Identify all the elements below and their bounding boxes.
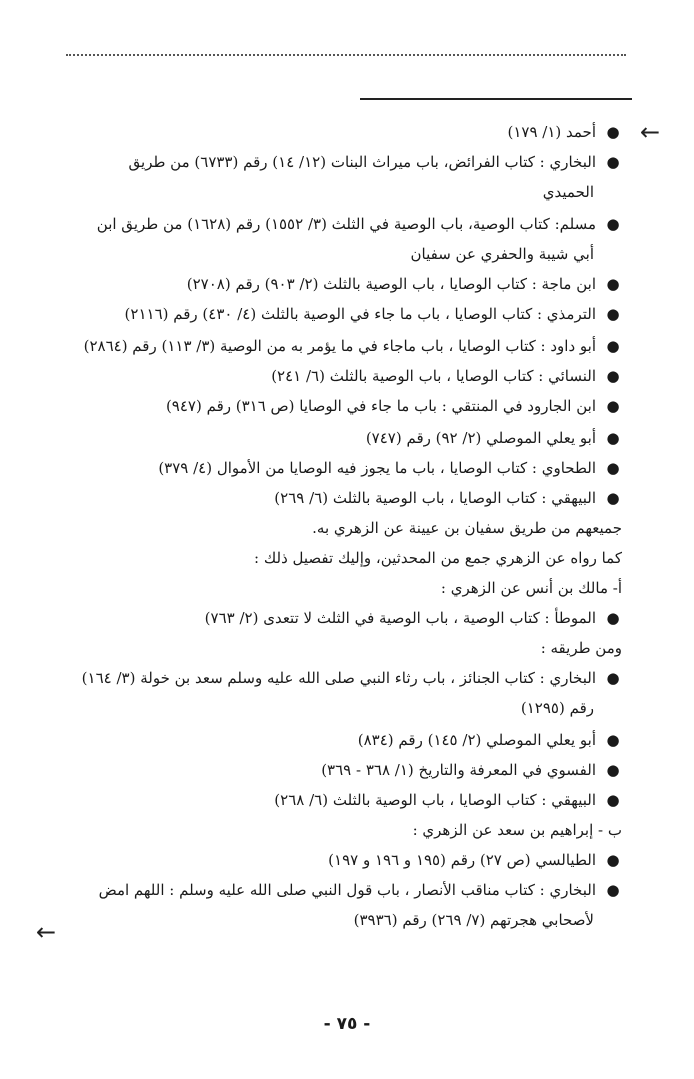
citation-line: ● البيهقي : كتاب الوصايا ، باب الوصية بالثلث (٦/ ٢٦٩) xyxy=(274,488,622,508)
citation-continuation: الحميدي xyxy=(542,183,594,201)
footnote-rule xyxy=(360,98,632,100)
citation-line: ● البيهقي : كتاب الوصايا ، باب الوصية بالثلث (٦/ ٢٦٨) xyxy=(274,790,622,810)
citation-line: ● ابن الجارود في المنتقي : باب ما جاء في الوصايا (ص ٣١٦) رقم (٩٤٧) xyxy=(166,396,622,416)
citation-line: ● الطحاوي : كتاب الوصايا ، باب ما يجوز فيه الوصايا من الأموال (٤/ ٣٧٩) xyxy=(158,458,622,478)
citation-line: ● الموطأ : كتاب الوصية ، باب الوصية في الثلث لا تتعدى (٢/ ٧٦٣) xyxy=(205,608,622,628)
text-line: ومن طريقه : xyxy=(540,639,622,657)
citation-line: ● البخاري : كتاب الجنائز ، باب رثاء النبي صلى الله عليه وسلم سعد بن خولة (٣/ ١٦٤) xyxy=(82,668,622,688)
citation-line: ● الطيالسي (ص ٢٧) رقم (١٩٥ و ١٩٦ و ١٩٧) xyxy=(328,850,622,870)
section-heading: أ- مالك بن أنس عن الزهري : xyxy=(440,579,622,597)
citation-line: ● أبو داود : كتاب الوصايا ، باب ماجاء في ما يؤمر به من الوصية (٣/ ١١٣) رقم (٢٨٦٤) xyxy=(84,336,622,356)
citation-line: ● أحمد (١/ ١٧٩) xyxy=(507,122,622,142)
citation-line: ● ابن ماجة : كتاب الوصايا ، باب الوصية بالثلث (٢/ ٩٠٣) رقم (٢٧٠٨) xyxy=(187,274,622,294)
citation-line: ● الفسوي في المعرفة والتاريخ (١/ ٣٦٨ - ٣٦٩) xyxy=(321,760,622,780)
text-line: كما رواه عن الزهري جمع من المحدثين، وإليك تفصيل ذلك : xyxy=(254,549,622,567)
section-heading: ب - إبراهيم بن سعد عن الزهري : xyxy=(412,821,622,839)
citation-line: ● البخاري : كتاب مناقب الأنصار ، باب قول النبي صلى الله عليه وسلم : اللهم امض xyxy=(99,880,622,900)
dotted-separator xyxy=(66,54,626,56)
citation-line: ● مسلم: كتاب الوصية، باب الوصية في الثلث (٣/ ١٥٥٢) رقم (١٦٢٨) من طريق ابن xyxy=(97,214,622,234)
citation-line: ● أبو يعلي الموصلي (٢/ ١٤٥) رقم (٨٣٤) xyxy=(358,730,622,750)
citation-continuation: أبي شيبة والحفري عن سفيان xyxy=(410,245,594,263)
page-number: - ٧٥ - xyxy=(323,1014,371,1034)
citation-continuation: لأصحابي هجرتهم (٧/ ٢٦٩) رقم (٣٩٣٦) xyxy=(353,911,594,929)
citation-line: ● البخاري : كتاب الفرائض، باب ميراث البنات (١٢/ ١٤) رقم (٦٧٣٣) من طريق xyxy=(129,152,622,172)
citation-continuation: رقم (١٢٩٥) xyxy=(520,699,594,717)
arrow-left-icon: ← xyxy=(640,118,661,146)
text-line: جميعهم من طريق سفيان بن عيينة عن الزهري به. xyxy=(312,519,622,537)
citation-line: ● النسائي : كتاب الوصايا ، باب الوصية بالثلث (٦/ ٢٤١) xyxy=(271,366,622,386)
arrow-left-icon: ← xyxy=(36,918,57,946)
citation-line: ● الترمذي : كتاب الوصايا ، باب ما جاء في الوصية بالثلث (٤/ ٤٣٠) رقم (٢١١٦) xyxy=(125,304,622,324)
citation-line: ● أبو يعلي الموصلي (٢/ ٩٢) رقم (٧٤٧) xyxy=(366,428,622,448)
